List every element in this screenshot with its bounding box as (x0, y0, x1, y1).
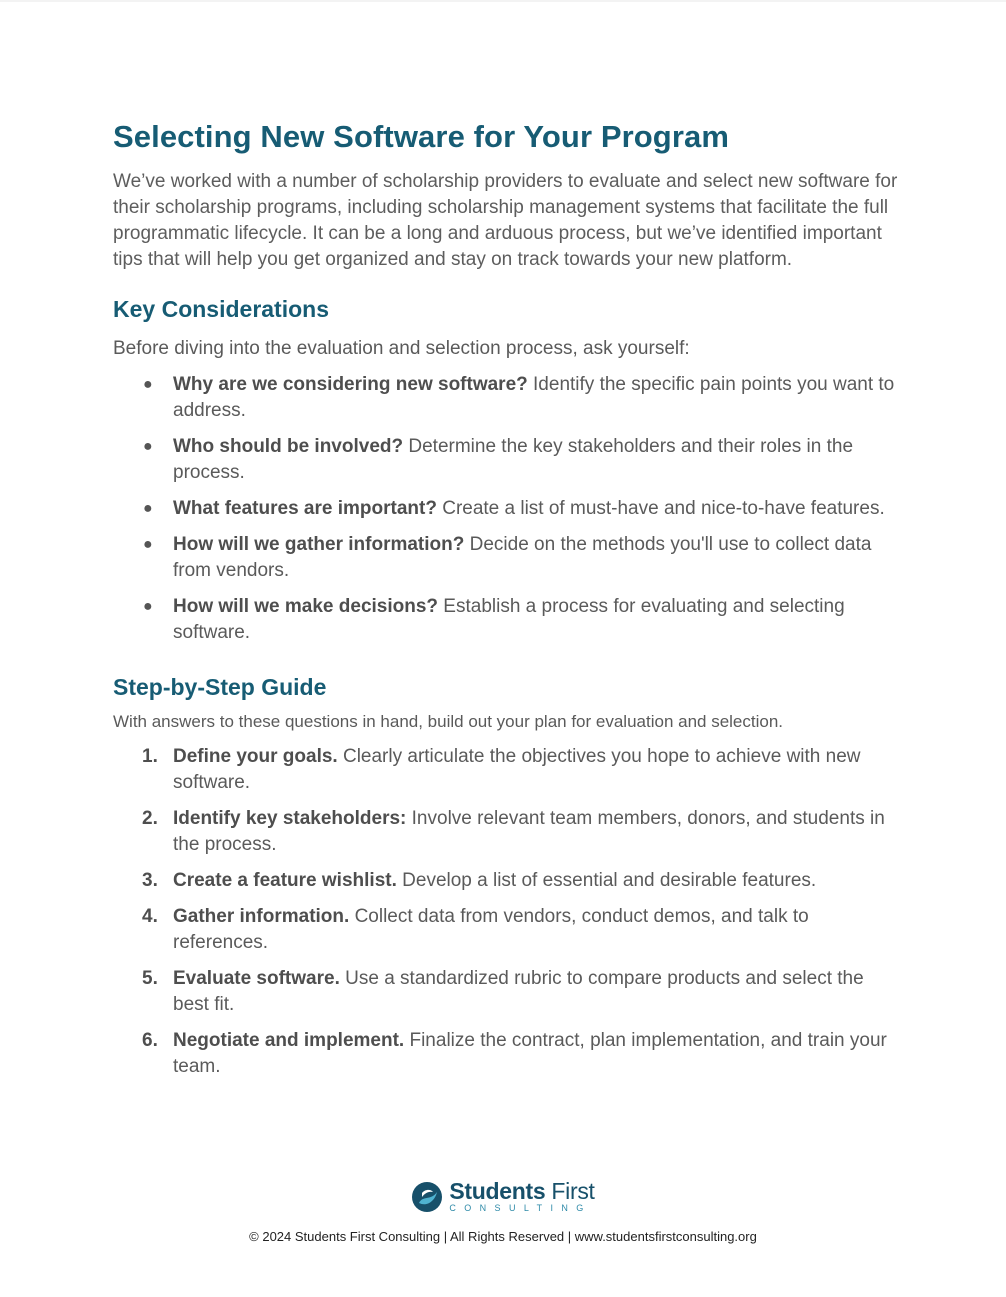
item-question: What features are important? (173, 498, 437, 519)
logo-text (449, 1180, 594, 1213)
step-item (113, 904, 903, 956)
guide-heading: Step-by-Step Guide (113, 674, 327, 700)
item-question: Who should be involved? (173, 436, 404, 457)
list-item (113, 496, 903, 522)
item-question: How will we gather information? (173, 534, 465, 555)
key-considerations-list (113, 372, 903, 646)
list-item (113, 594, 903, 646)
key-considerations-lead: Before diving into the evaluation and selection process, ask yourself: (113, 338, 690, 359)
step-title: Create a feature wishlist. (173, 870, 397, 891)
step-item (113, 966, 903, 1018)
step-number: 5. (142, 968, 158, 989)
step-text: Use a standardized rubric to compare products and select the best fit. (173, 968, 864, 1015)
list-item (113, 532, 903, 584)
intro-paragraph: We’ve worked with a number of scholarship providers to evaluate and select new software for their scholarship programs, including scholarship management systems that facilitate the full programmatic lifecycle. It can be a long and arduous process, but we’ve identified important tips that will help you get organized and stay on track towards your new platform. (113, 171, 898, 270)
bullet-icon: ● (143, 438, 153, 455)
bullet-icon: ● (143, 500, 153, 517)
item-text: Create a list of must-have and nice-to-have features. (436, 498, 885, 519)
document-page (113, 116, 903, 1090)
step-item (113, 806, 903, 858)
copyright-text: © 2024 Students First Consulting | All Rights Reserved | www.studentsfirstconsulting.org (249, 1228, 757, 1244)
logo-mark-icon (411, 1181, 443, 1213)
list-item (113, 372, 903, 424)
step-title: Evaluate software. (173, 968, 340, 989)
item-text: Decide on the methods you'll use to collect data from vendors. (173, 534, 872, 581)
company-logo (411, 1180, 594, 1213)
footer (0, 1180, 1006, 1244)
step-text: Finalize the contract, plan implementation, and train your team. (173, 1030, 887, 1077)
step-item (113, 868, 903, 894)
step-text: Collect data from vendors, conduct demos, and talk to references. (173, 906, 809, 953)
bullet-icon: ● (143, 376, 153, 393)
step-title: Define your goals. (173, 746, 338, 767)
top-border (0, 0, 1006, 2)
brand-tagline: CONSULTING (449, 1203, 592, 1213)
key-considerations-heading: Key Considerations (113, 296, 329, 322)
list-item (113, 434, 903, 486)
step-title: Identify key stakeholders: (173, 808, 407, 829)
brand-bold: Students (449, 1178, 546, 1204)
step-text: Clearly articulate the objectives you hope to achieve with new software. (173, 746, 861, 793)
item-text: Determine the key stakeholders and their roles in the process. (173, 436, 854, 483)
step-number: 6. (142, 1030, 158, 1051)
step-number: 4. (142, 906, 158, 927)
brand-name (449, 1180, 594, 1203)
item-question: How will we make decisions? (173, 596, 439, 617)
step-title: Gather information. (173, 906, 350, 927)
item-text: Establish a process for evaluating and selecting software. (173, 596, 845, 643)
step-number: 2. (142, 808, 158, 829)
bullet-icon: ● (143, 598, 153, 615)
step-number: 3. (142, 870, 158, 891)
page-title: Selecting New Software for Your Program (113, 119, 729, 154)
step-title: Negotiate and implement. (173, 1030, 405, 1051)
item-question: Why are we considering new software? (173, 374, 528, 395)
step-text: Involve relevant team members, donors, and students in the process. (173, 808, 885, 855)
bullet-icon: ● (143, 536, 153, 553)
item-text: Identify the specific pain points you want to address. (173, 374, 895, 421)
guide-steps-list (113, 744, 903, 1080)
step-item (113, 744, 903, 796)
step-text: Develop a list of essential and desirable features. (396, 870, 817, 891)
brand-light: First (545, 1178, 595, 1204)
step-item (113, 1028, 903, 1080)
step-number: 1. (142, 746, 158, 767)
guide-lead: With answers to these questions in hand, build out your plan for evaluation and selection. (113, 712, 784, 731)
